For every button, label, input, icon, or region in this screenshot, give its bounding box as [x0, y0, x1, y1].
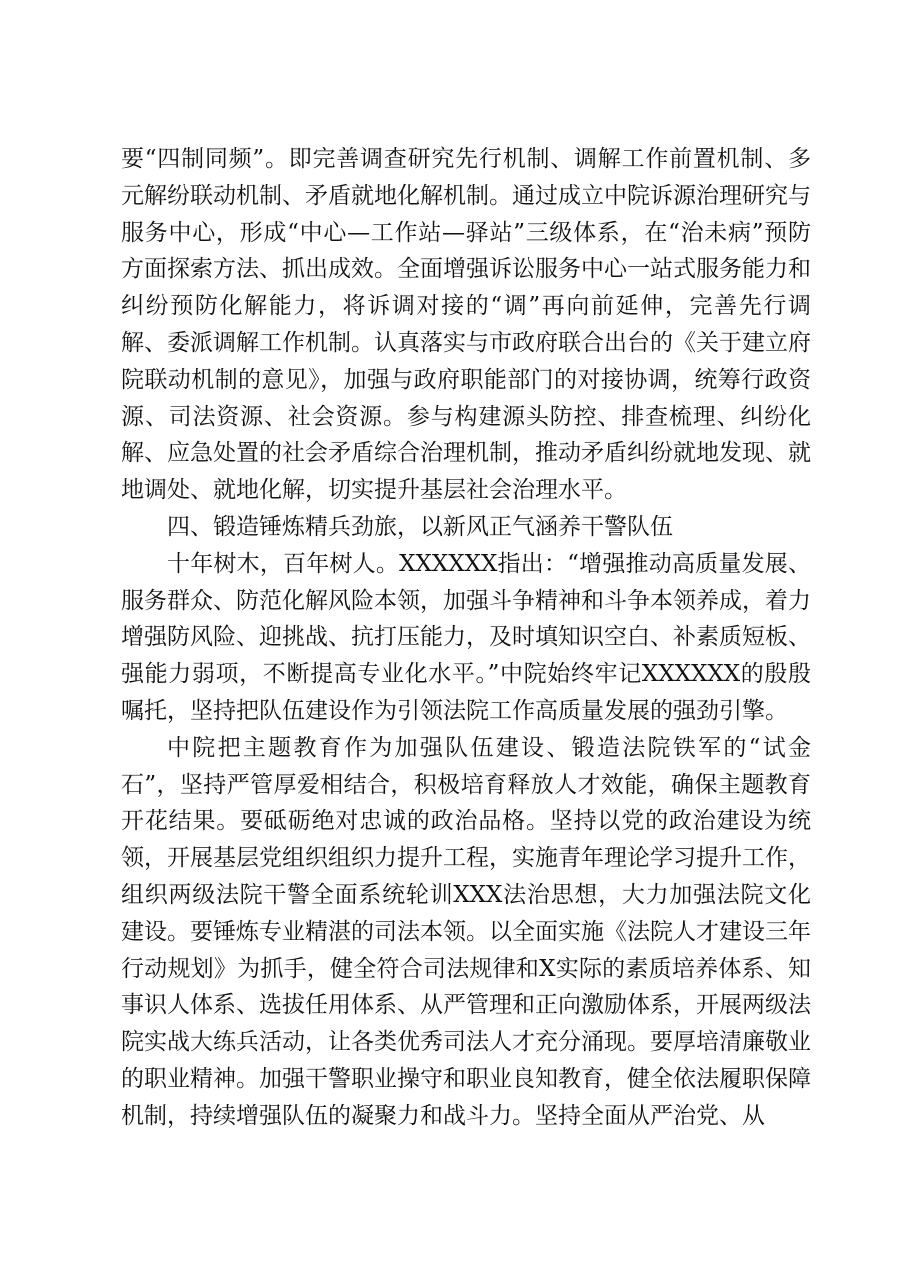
- paragraph-body: 中院把主题教育作为加强队伍建设、锻造法院铁军的“试金石”，坚持严管厚爱相结合，积极培育释放人才效能，确保主题教育开花结果。要砥砺绝对忠诚的政治品格。坚持以党的政治建设为统领，开展基层党组织组织力提升工程，实施青年理论学习提升工作，组织两级法院干警全面系统轮训XXX法治思想，大力加强法院文化建设。要锤炼专业精湛的司法本领。以全面实施《法院人才建设三年行动规划》为抓手，健全符合司法规律和X实际的素质培养体系、知事识人体系、选拔任用体系、从严管理和正向激励体系，开展两级法院实战大练兵活动，让各类优秀司法人才充分涌现。要厚培清廉敬业的职业精神。加强干警职业操守和职业良知教育，健全依法履职保障机制，持续增强队伍的凝聚力和战斗力。坚持全面从严治党、从: [121, 734, 811, 1129]
- paragraph-body: 十年树木，百年树人。XXXXXX指出：“增强推动高质量发展、服务群众、防范化解风险本领，加强斗争精神和斗争本领养成，着力增强防风险、迎挑战、抗打压能力，及时填知识空白、补素质短板、强能力弱项，不断提高专业化水平。”中院始终牢记XXXXXX的殷殷嘱托，坚持把队伍建设作为引领法院工作高质量发展的强劲引擎。: [121, 550, 811, 724]
- document-body: [121, 141, 811, 1135]
- paragraph-continuation: 要“四制同频”。即完善调查研究先行机制、调解工作前置机制、多元解纷联动机制、矛盾就地化解机制。通过成立中院诉源治理研究与服务中心，形成“中心—工作站—驿站”三级体系，在“治未病”预防方面探索方法、抓出成效。全面增强诉讼服务中心一站式服务能力和纠纷预防化解能力，将诉调对接的“调”再向前延伸，完善先行调解、委派调解工作机制。认真落实与市政府联合出台的《关于建立府院联动机制的意见》，加强与政府职能部门的对接协调，统筹行政资源、司法资源、社会资源。参与构建源头防控、排查梳理、纠纷化解、应急处置的社会矛盾综合治理机制，推动矛盾纠纷就地发现、就地调处、就地化解，切实提升基层社会治理水平。: [121, 146, 811, 504]
- section-heading: 四、锻造锤炼精兵劲旅，以新风正气涵养干警队伍: [167, 513, 673, 540]
